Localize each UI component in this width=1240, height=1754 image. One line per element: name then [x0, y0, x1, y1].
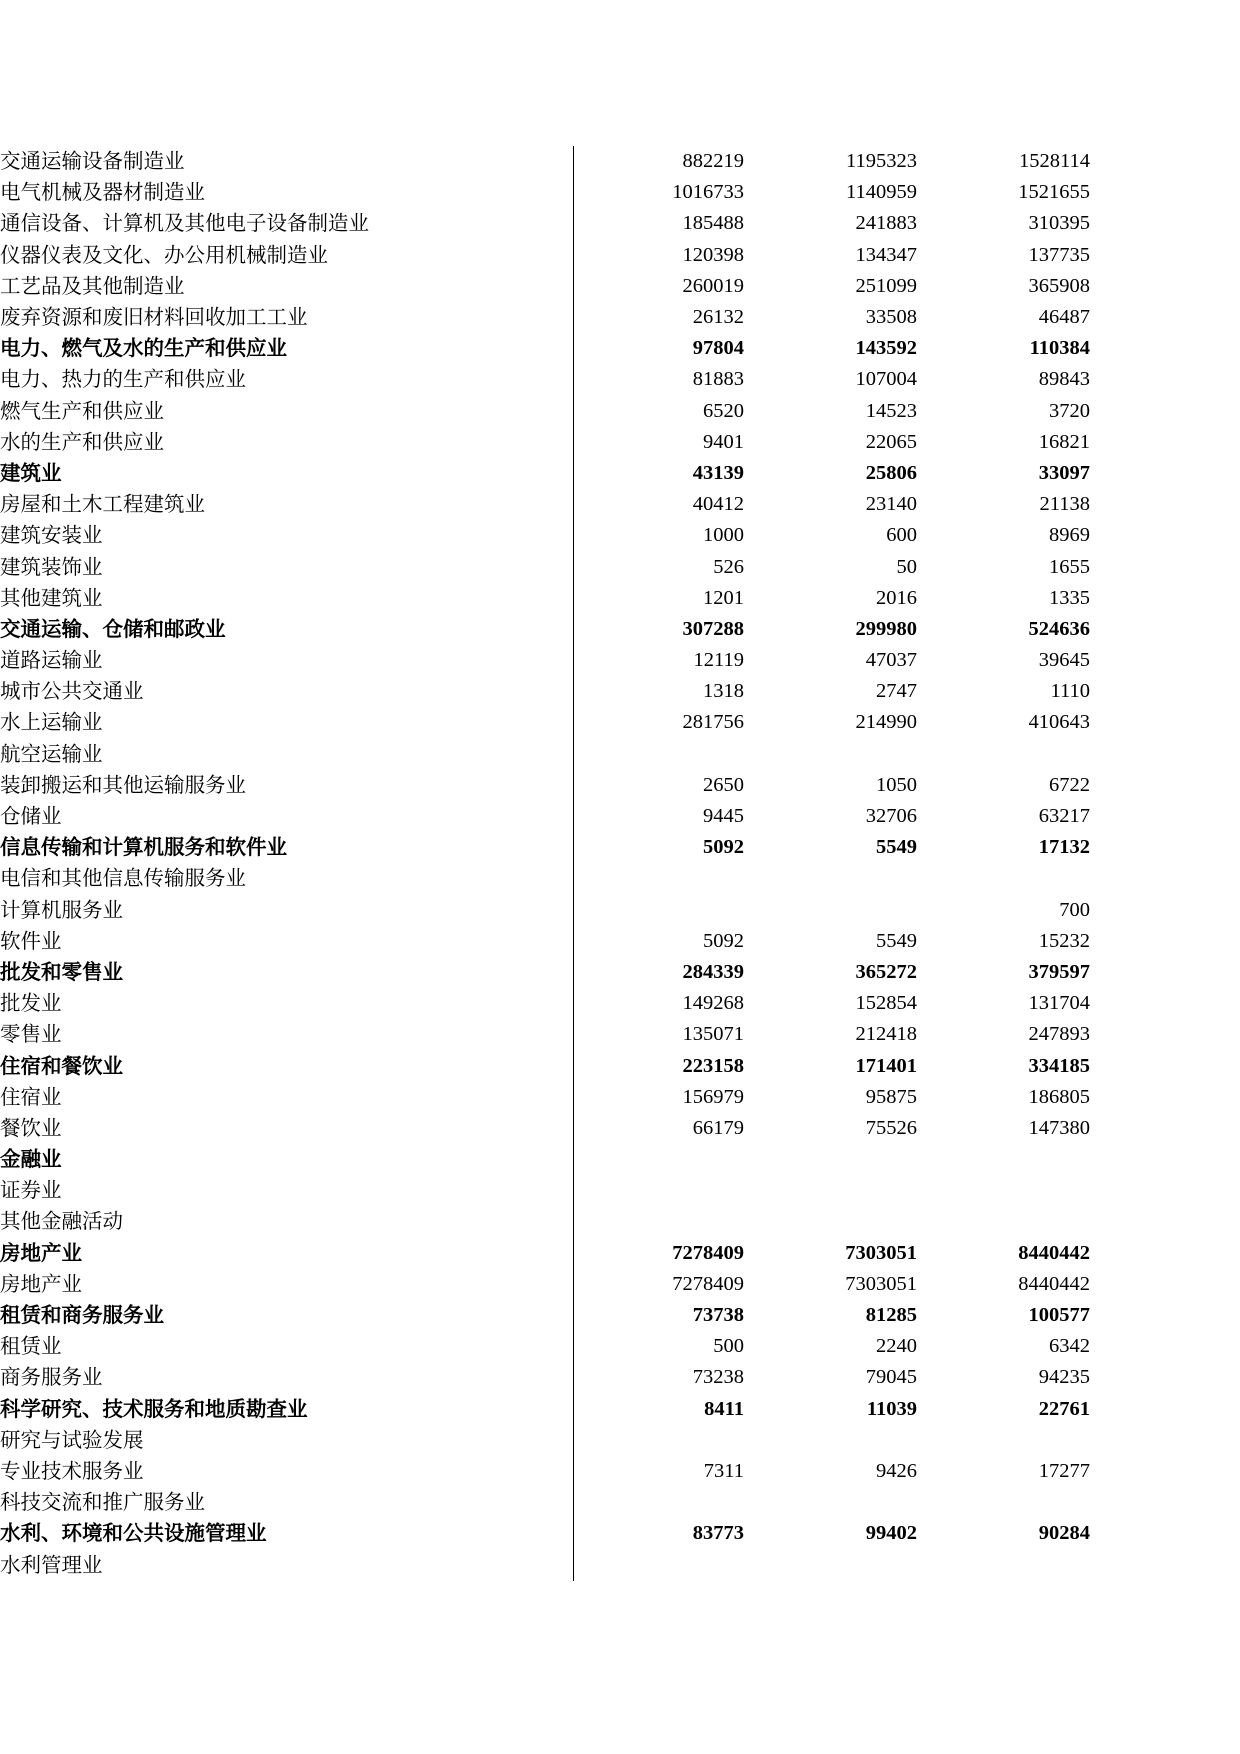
value-cell-col3: 310395 [1028, 212, 1090, 235]
value-cell-col2: 23140 [865, 493, 917, 516]
value-cell-col1: 9445 [703, 805, 744, 828]
table-body [0, 146, 1240, 1581]
value-cell-col1: 5092 [703, 836, 744, 859]
value-cell-col1: 185488 [682, 212, 744, 235]
category-row [0, 458, 1240, 489]
value-cell-col3: 89843 [1038, 368, 1090, 391]
row-label: 水利、环境和公共设施管理业 [0, 1518, 573, 1549]
row-label: 信息传输和计算机服务和软件业 [0, 832, 573, 863]
row-label: 租赁和商务服务业 [0, 1300, 573, 1331]
category-row [0, 957, 1240, 988]
row-label: 证券业 [0, 1175, 573, 1206]
value-cell-col1: 26132 [692, 306, 744, 329]
value-cell-col2 [744, 863, 917, 894]
subcategory-row [0, 240, 1240, 271]
row-label: 科技交流和推广服务业 [0, 1487, 573, 1518]
subcategory-row [0, 520, 1240, 551]
value-cell-col3 [917, 863, 1090, 894]
value-cell-col3 [917, 1487, 1090, 1518]
subcategory-row [0, 1487, 1240, 1518]
value-cell-col3: 8969 [1049, 524, 1090, 547]
row-label: 其他金融活动 [0, 1206, 573, 1237]
value-cell-col1: 73238 [692, 1366, 744, 1389]
value-cell-col1: 223158 [682, 1054, 744, 1077]
value-cell-col3: 1110 [1050, 680, 1090, 703]
subcategory-row [0, 1206, 1240, 1237]
row-label: 建筑业 [0, 458, 573, 489]
row-label: 软件业 [0, 926, 573, 957]
category-row [0, 1238, 1240, 1269]
value-cell-col3: 16821 [1038, 430, 1090, 453]
value-cell-col2: 365272 [855, 960, 917, 983]
value-cell-col2: 79045 [865, 1366, 917, 1389]
value-cell-col2: 33508 [865, 306, 917, 329]
value-cell-col1: 1000 [703, 524, 744, 547]
value-cell-col2: 600 [886, 524, 917, 547]
value-cell-col2: 212418 [855, 1023, 917, 1046]
value-cell-col1 [573, 895, 744, 926]
value-cell-col3: 6722 [1049, 773, 1090, 796]
value-cell-col2: 22065 [865, 430, 917, 453]
row-label: 水的生产和供应业 [0, 427, 573, 458]
value-cell-col3: 1528114 [1019, 150, 1090, 173]
value-cell-col1 [573, 1549, 744, 1580]
value-cell-col3: 100577 [1028, 1304, 1090, 1327]
subcategory-row [0, 1331, 1240, 1362]
subcategory-row [0, 895, 1240, 926]
category-row [0, 832, 1240, 863]
value-cell-col2: 25806 [865, 461, 917, 484]
value-cell-col2 [744, 1206, 917, 1237]
value-cell-col3: 147380 [1028, 1116, 1090, 1139]
row-label: 航空运输业 [0, 739, 573, 770]
value-cell-col1: 73738 [692, 1304, 744, 1327]
value-cell-col2: 47037 [865, 649, 917, 672]
value-cell-col3: 15232 [1038, 929, 1090, 952]
value-cell-col3: 700 [1059, 898, 1090, 921]
value-cell-col2: 95875 [865, 1085, 917, 1108]
row-label: 交通运输、仓储和邮政业 [0, 614, 573, 645]
subcategory-row [0, 551, 1240, 582]
row-label: 房屋和土木工程建筑业 [0, 489, 573, 520]
value-cell-col2: 214990 [855, 711, 917, 734]
value-cell-col3: 17132 [1038, 836, 1090, 859]
row-label: 住宿和餐饮业 [0, 1050, 573, 1081]
value-cell-col1: 260019 [682, 274, 744, 297]
value-cell-col2: 14523 [865, 399, 917, 422]
row-label: 电力、燃气及水的生产和供应业 [0, 333, 573, 364]
value-cell-col3: 17277 [1038, 1459, 1090, 1482]
row-label: 餐饮业 [0, 1113, 573, 1144]
row-label: 住宿业 [0, 1082, 573, 1113]
value-cell-col3: 137735 [1028, 243, 1090, 266]
row-label: 金融业 [0, 1144, 573, 1175]
value-cell-col1: 2650 [703, 773, 744, 796]
value-cell-col3: 247893 [1028, 1023, 1090, 1046]
subcategory-row [0, 988, 1240, 1019]
row-label: 研究与试验发展 [0, 1425, 573, 1456]
value-cell-col2: 171401 [855, 1054, 917, 1077]
row-label: 商务服务业 [0, 1362, 573, 1393]
value-cell-col2 [744, 895, 917, 926]
value-cell-col1: 882219 [682, 150, 744, 173]
value-cell-col1: 284339 [682, 960, 744, 983]
value-cell-col1: 12119 [693, 649, 744, 672]
row-label: 房地产业 [0, 1238, 573, 1269]
value-cell-col2: 1140959 [846, 181, 917, 204]
value-cell-col1: 43139 [692, 461, 744, 484]
row-label: 租赁业 [0, 1331, 573, 1362]
value-cell-col2: 5549 [876, 929, 917, 952]
subcategory-row [0, 364, 1240, 395]
value-cell-col3 [917, 1549, 1090, 1580]
subcategory-row [0, 1362, 1240, 1393]
industry-data-table [0, 146, 1240, 1581]
value-cell-col3: 39645 [1038, 649, 1090, 672]
value-cell-col2 [744, 1425, 917, 1456]
value-cell-col1 [573, 1144, 744, 1175]
value-cell-col1: 120398 [682, 243, 744, 266]
value-cell-col1: 5092 [703, 929, 744, 952]
value-cell-col2: 251099 [855, 274, 917, 297]
value-cell-col1: 1201 [703, 586, 744, 609]
row-label: 房地产业 [0, 1269, 573, 1300]
subcategory-row [0, 645, 1240, 676]
value-cell-col3 [917, 1175, 1090, 1206]
row-label: 交通运输设备制造业 [0, 146, 573, 177]
value-cell-col3: 1335 [1049, 586, 1090, 609]
value-cell-col3 [917, 1206, 1090, 1237]
value-cell-col2: 7303051 [845, 1241, 917, 1264]
subcategory-row [0, 1269, 1240, 1300]
value-cell-col1: 1016733 [672, 181, 744, 204]
value-cell-col1 [573, 1425, 744, 1456]
value-cell-col3: 1521655 [1018, 181, 1090, 204]
subcategory-row [0, 1175, 1240, 1206]
value-cell-col1: 81883 [692, 368, 744, 391]
row-label: 工艺品及其他制造业 [0, 271, 573, 302]
value-cell-col1: 156979 [682, 1085, 744, 1108]
value-cell-col2: 75526 [865, 1116, 917, 1139]
value-cell-col3: 94235 [1038, 1366, 1090, 1389]
value-cell-col2: 9426 [876, 1459, 917, 1482]
value-cell-col3: 379597 [1028, 960, 1090, 983]
row-label: 电信和其他信息传输服务业 [0, 863, 573, 894]
row-label: 电气机械及器材制造业 [0, 177, 573, 208]
row-label: 专业技术服务业 [0, 1456, 573, 1487]
category-row [0, 614, 1240, 645]
subcategory-row [0, 208, 1240, 239]
subcategory-row [0, 739, 1240, 770]
value-cell-col2 [744, 1487, 917, 1518]
category-row [0, 333, 1240, 364]
value-cell-col2: 7303051 [845, 1272, 917, 1295]
subcategory-row [0, 396, 1240, 427]
value-cell-col3: 22761 [1038, 1397, 1090, 1420]
value-cell-col3: 8440442 [1018, 1272, 1090, 1295]
category-row [0, 1300, 1240, 1331]
value-cell-col3: 110384 [1029, 337, 1090, 360]
value-cell-col2 [744, 1175, 917, 1206]
subcategory-row [0, 926, 1240, 957]
subcategory-row [0, 1549, 1240, 1580]
value-cell-col3: 410643 [1028, 711, 1090, 734]
value-cell-col3: 524636 [1028, 617, 1090, 640]
value-cell-col2: 2240 [876, 1335, 917, 1358]
row-label: 通信设备、计算机及其他电子设备制造业 [0, 208, 573, 239]
value-cell-col3: 63217 [1038, 805, 1090, 828]
value-cell-col3: 21138 [1039, 493, 1090, 516]
value-cell-col1: 526 [713, 555, 744, 578]
subcategory-row [0, 676, 1240, 707]
row-label: 水利管理业 [0, 1549, 573, 1580]
value-cell-col3: 46487 [1038, 306, 1090, 329]
value-cell-col2 [744, 1549, 917, 1580]
row-label: 水上运输业 [0, 707, 573, 738]
subcategory-row [0, 427, 1240, 458]
value-cell-col3: 186805 [1028, 1085, 1090, 1108]
value-cell-col1: 40412 [692, 493, 744, 516]
row-label: 建筑安装业 [0, 520, 573, 551]
value-cell-col2: 299980 [855, 617, 917, 640]
value-cell-col3: 6342 [1049, 1335, 1090, 1358]
subcategory-row [0, 1082, 1240, 1113]
value-cell-col2: 11039 [866, 1397, 917, 1420]
value-cell-col2 [744, 1144, 917, 1175]
row-label: 计算机服务业 [0, 895, 573, 926]
value-cell-col2: 32706 [865, 805, 917, 828]
value-cell-col3: 33097 [1038, 461, 1090, 484]
subcategory-row [0, 271, 1240, 302]
row-label: 仪器仪表及文化、办公用机械制造业 [0, 240, 573, 271]
value-cell-col2: 2016 [876, 586, 917, 609]
subcategory-row [0, 707, 1240, 738]
row-label: 批发业 [0, 988, 573, 1019]
row-label: 其他建筑业 [0, 583, 573, 614]
value-cell-col1 [573, 863, 744, 894]
category-row [0, 1518, 1240, 1549]
subcategory-row [0, 1456, 1240, 1487]
subcategory-row [0, 1113, 1240, 1144]
subcategory-row [0, 1019, 1240, 1050]
value-cell-col3 [917, 1425, 1090, 1456]
value-cell-col2 [744, 739, 917, 770]
value-cell-col3: 131704 [1028, 992, 1090, 1015]
value-cell-col1: 7278409 [672, 1272, 744, 1295]
value-cell-col1: 281756 [682, 711, 744, 734]
value-cell-col2: 1050 [876, 773, 917, 796]
subcategory-row [0, 863, 1240, 894]
row-label: 科学研究、技术服务和地质勘查业 [0, 1394, 573, 1425]
value-cell-col2: 1195323 [846, 150, 917, 173]
value-cell-col1: 97804 [692, 337, 744, 360]
value-cell-col1: 9401 [703, 430, 744, 453]
value-cell-col1: 6520 [703, 399, 744, 422]
row-label: 废弃资源和废旧材料回收加工工业 [0, 302, 573, 333]
subcategory-row [0, 302, 1240, 333]
value-cell-col1: 83773 [692, 1522, 744, 1545]
value-cell-col1: 149268 [682, 992, 744, 1015]
value-cell-col3: 3720 [1049, 399, 1090, 422]
value-cell-col3: 90284 [1038, 1522, 1090, 1545]
value-cell-col2: 50 [896, 555, 917, 578]
subcategory-row [0, 177, 1240, 208]
subcategory-row [0, 801, 1240, 832]
row-label: 零售业 [0, 1019, 573, 1050]
value-cell-col1 [573, 1487, 744, 1518]
row-label: 批发和零售业 [0, 957, 573, 988]
value-cell-col3: 334185 [1028, 1054, 1090, 1077]
category-row [0, 1050, 1240, 1081]
value-cell-col1: 307288 [682, 617, 744, 640]
subcategory-row [0, 583, 1240, 614]
value-cell-col1 [573, 1175, 744, 1206]
subcategory-row [0, 770, 1240, 801]
value-cell-col1: 7311 [703, 1459, 744, 1482]
value-cell-col1: 500 [713, 1335, 744, 1358]
value-cell-col1: 1318 [703, 680, 744, 703]
value-cell-col3 [917, 1144, 1090, 1175]
row-label: 城市公共交通业 [0, 676, 573, 707]
row-label: 燃气生产和供应业 [0, 396, 573, 427]
value-cell-col1 [573, 739, 744, 770]
row-label: 道路运输业 [0, 645, 573, 676]
value-cell-col2: 5549 [876, 836, 917, 859]
value-cell-col1 [573, 1206, 744, 1237]
row-label: 建筑装饰业 [0, 551, 573, 582]
subcategory-row [0, 1425, 1240, 1456]
value-cell-col1: 7278409 [672, 1241, 744, 1264]
category-row [0, 1144, 1240, 1175]
row-label: 装卸搬运和其他运输服务业 [0, 770, 573, 801]
value-cell-col3: 1655 [1049, 555, 1090, 578]
value-cell-col2: 241883 [855, 212, 917, 235]
value-cell-col2: 99402 [865, 1522, 917, 1545]
value-cell-col2: 2747 [876, 680, 917, 703]
row-label: 仓储业 [0, 801, 573, 832]
value-cell-col2: 81285 [865, 1304, 917, 1327]
value-cell-col1: 135071 [682, 1023, 744, 1046]
value-cell-col2: 107004 [855, 368, 917, 391]
value-cell-col3 [917, 739, 1090, 770]
value-cell-col2: 152854 [855, 992, 917, 1015]
value-cell-col1: 66179 [692, 1116, 744, 1139]
value-cell-col1: 8411 [704, 1397, 744, 1420]
value-cell-col2: 134347 [855, 243, 917, 266]
value-cell-col2: 143592 [855, 337, 917, 360]
category-row [0, 1394, 1240, 1425]
value-cell-col3: 8440442 [1018, 1241, 1090, 1264]
subcategory-row [0, 489, 1240, 520]
subcategory-row [0, 146, 1240, 177]
value-cell-col3: 365908 [1028, 274, 1090, 297]
row-label: 电力、热力的生产和供应业 [0, 364, 573, 395]
